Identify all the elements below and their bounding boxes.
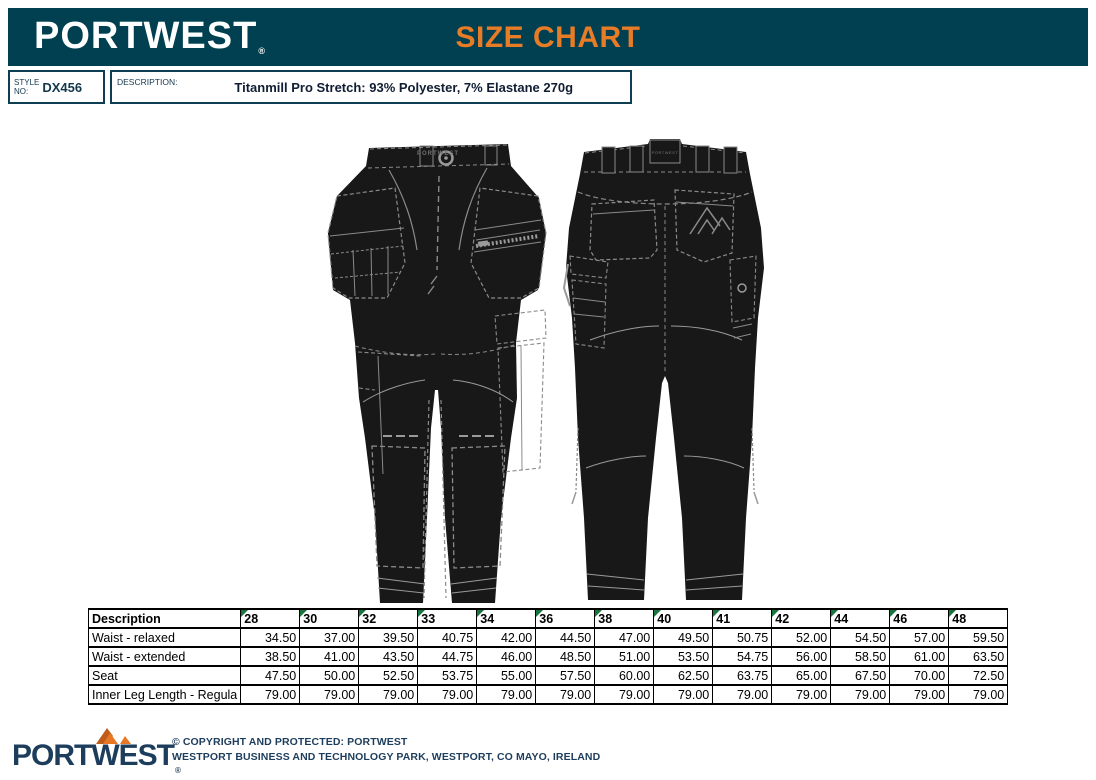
size-value-cell: 65.00 xyxy=(772,666,831,685)
brand-logo xyxy=(34,15,265,58)
size-value-cell: 55.00 xyxy=(477,666,536,685)
size-value-cell: 34.50 xyxy=(241,628,300,647)
brand-logo-text: PORTWEST xyxy=(34,15,258,57)
copyright-line2: WESTPORT BUSINESS AND TECHNOLOGY PARK, WESTPORT, CO MAYO, IRELAND xyxy=(172,751,601,763)
row-label: Seat xyxy=(89,666,241,685)
cell-corner-marker xyxy=(241,610,248,617)
cell-corner-marker xyxy=(300,610,307,617)
col-header-description: Description xyxy=(89,609,241,628)
size-value-cell: 48.50 xyxy=(536,647,595,666)
row-label: Waist - extended xyxy=(89,647,241,666)
cell-corner-marker xyxy=(890,610,897,617)
size-value-cell: 57.50 xyxy=(536,666,595,685)
size-value-cell: 49.50 xyxy=(654,628,713,647)
cell-corner-marker xyxy=(772,610,779,617)
size-value-cell: 79.00 xyxy=(772,685,831,704)
trousers-back-drawing xyxy=(562,138,767,606)
size-value-cell: 79.00 xyxy=(477,685,536,704)
size-value-cell: 79.00 xyxy=(595,685,654,704)
footer-logo-word: PORTWEST xyxy=(12,739,174,772)
description-label: DESCRIPTION: xyxy=(117,77,178,87)
size-value-cell: 62.50 xyxy=(654,666,713,685)
col-header-size-30: 30 xyxy=(300,609,359,628)
cell-corner-marker xyxy=(477,610,484,617)
cell-corner-marker xyxy=(654,610,661,617)
size-value-cell: 79.00 xyxy=(949,685,1008,704)
col-header-size-36: 36 xyxy=(536,609,595,628)
size-value-cell: 52.50 xyxy=(359,666,418,685)
size-value-cell: 40.75 xyxy=(418,628,477,647)
cell-corner-marker xyxy=(418,610,425,617)
col-header-size-34: 34 xyxy=(477,609,536,628)
size-value-cell: 79.00 xyxy=(359,685,418,704)
size-value-cell: 52.00 xyxy=(772,628,831,647)
back-label-brand: PORTWEST xyxy=(651,150,679,155)
size-table-head xyxy=(89,609,1008,628)
size-value-cell: 79.00 xyxy=(654,685,713,704)
size-value-cell: 72.50 xyxy=(949,666,1008,685)
size-value-cell: 41.00 xyxy=(300,647,359,666)
row-label: Waist - relaxed xyxy=(89,628,241,647)
footer-copyright xyxy=(172,735,600,765)
size-value-cell: 79.00 xyxy=(890,685,949,704)
size-value-cell: 60.00 xyxy=(595,666,654,685)
size-value-cell: 38.50 xyxy=(241,647,300,666)
header-band xyxy=(8,8,1088,66)
col-header-size-38: 38 xyxy=(595,609,654,628)
cell-corner-marker xyxy=(831,610,838,617)
trousers-back-view xyxy=(562,138,767,606)
description-box xyxy=(110,70,632,104)
cell-corner-marker xyxy=(359,610,366,617)
size-value-cell: 79.00 xyxy=(418,685,477,704)
size-value-cell: 56.00 xyxy=(772,647,831,666)
size-value-cell: 67.50 xyxy=(831,666,890,685)
description-value: Titanmill Pro Stretch: 93% Polyester, 7% Elastane 270g xyxy=(234,79,574,95)
size-value-cell: 46.00 xyxy=(477,647,536,666)
col-header-size-33: 33 xyxy=(418,609,477,628)
style-no-label: STYLE NO: xyxy=(14,78,40,96)
col-header-size-48: 48 xyxy=(949,609,1008,628)
col-header-size-28: 28 xyxy=(241,609,300,628)
size-table-body xyxy=(89,628,1008,704)
style-no-box xyxy=(8,70,105,104)
size-value-cell: 50.75 xyxy=(713,628,772,647)
cell-corner-marker xyxy=(949,610,956,617)
size-value-cell: 44.75 xyxy=(418,647,477,666)
size-value-cell: 79.00 xyxy=(713,685,772,704)
size-value-cell: 79.00 xyxy=(536,685,595,704)
table-row xyxy=(89,647,1008,666)
size-value-cell: 63.50 xyxy=(949,647,1008,666)
table-row xyxy=(89,666,1008,685)
size-value-cell: 57.00 xyxy=(890,628,949,647)
footer-logo xyxy=(12,726,180,778)
col-header-size-40: 40 xyxy=(654,609,713,628)
size-value-cell: 47.50 xyxy=(241,666,300,685)
size-value-cell: 63.75 xyxy=(713,666,772,685)
size-value-cell: 79.00 xyxy=(300,685,359,704)
table-row xyxy=(89,628,1008,647)
size-value-cell: 42.00 xyxy=(477,628,536,647)
trousers-front-view xyxy=(325,138,550,606)
size-value-cell: 37.00 xyxy=(300,628,359,647)
page-title: SIZE CHART xyxy=(455,21,641,54)
size-value-cell: 44.50 xyxy=(536,628,595,647)
size-value-cell: 59.50 xyxy=(949,628,1008,647)
size-value-cell: 50.00 xyxy=(300,666,359,685)
footer-registered-mark: ® xyxy=(175,766,180,775)
size-value-cell: 51.00 xyxy=(595,647,654,666)
col-header-size-32: 32 xyxy=(359,609,418,628)
col-header-size-46: 46 xyxy=(890,609,949,628)
row-label: Inner Leg Length - Regula xyxy=(89,685,241,704)
size-value-cell: 58.50 xyxy=(831,647,890,666)
size-table-header-row xyxy=(89,609,1008,628)
copyright-brand: PORTWEST xyxy=(347,736,408,748)
cell-corner-marker xyxy=(595,610,602,617)
size-value-cell: 53.50 xyxy=(654,647,713,666)
size-value-cell: 47.00 xyxy=(595,628,654,647)
size-value-cell: 79.00 xyxy=(241,685,300,704)
registered-mark: ® xyxy=(258,46,266,56)
front-waistband-brand: PORTWEST xyxy=(417,151,459,157)
style-no-value: DX456 xyxy=(42,79,83,95)
trousers-front-drawing xyxy=(325,138,550,606)
size-value-cell: 43.50 xyxy=(359,647,418,666)
size-value-cell: 39.50 xyxy=(359,628,418,647)
table-row xyxy=(89,685,1008,704)
copyright-prefix: © COPYRIGHT AND PROTECTED: xyxy=(172,736,348,748)
size-value-cell: 61.00 xyxy=(890,647,949,666)
size-value-cell: 79.00 xyxy=(831,685,890,704)
copyright-line1 xyxy=(172,735,600,750)
size-value-cell: 54.75 xyxy=(713,647,772,666)
footer-logo-text xyxy=(12,739,179,773)
size-value-cell: 54.50 xyxy=(831,628,890,647)
size-table xyxy=(88,608,1008,705)
cell-corner-marker xyxy=(713,610,720,617)
col-header-size-44: 44 xyxy=(831,609,890,628)
col-header-size-42: 42 xyxy=(772,609,831,628)
col-header-size-41: 41 xyxy=(713,609,772,628)
size-value-cell: 70.00 xyxy=(890,666,949,685)
cell-corner-marker xyxy=(536,610,543,617)
size-value-cell: 53.75 xyxy=(418,666,477,685)
